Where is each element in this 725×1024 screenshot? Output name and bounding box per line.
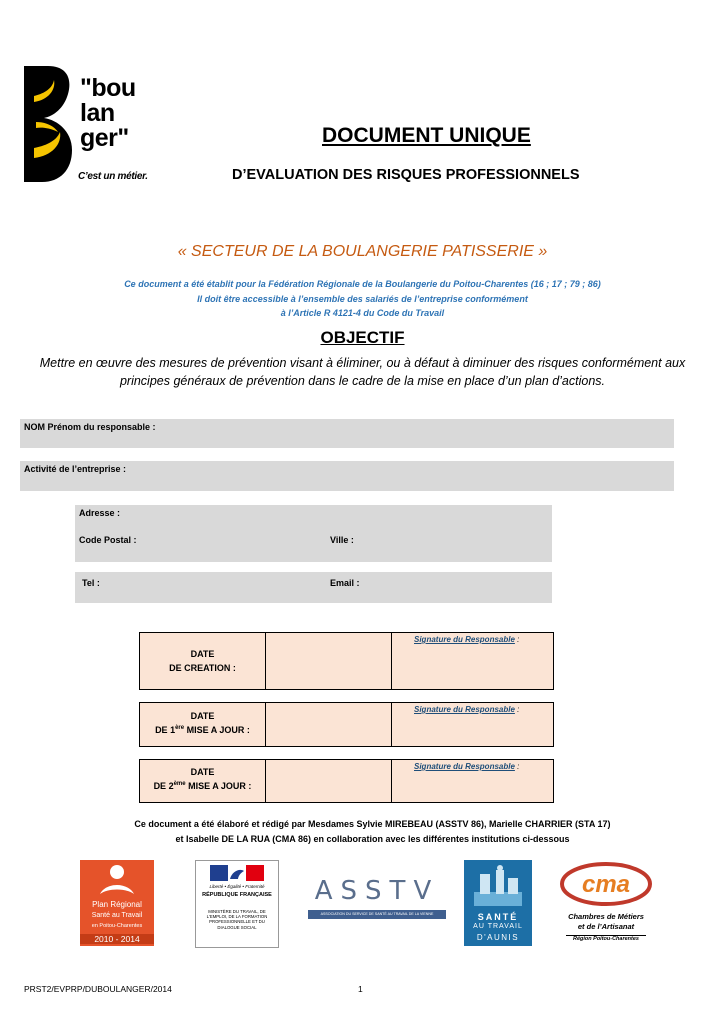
responsable-label: NOM Prénom du responsable :	[24, 422, 156, 432]
address-block[interactable]	[75, 505, 552, 562]
cma-emblem-icon	[560, 862, 652, 906]
brand-name: "bou lan ger"	[80, 74, 136, 152]
boulanger-logo	[24, 64, 154, 189]
cma-logo: cma Chambres de Métiers et de l’Artisanat Région Poitou-Charentes	[560, 862, 652, 946]
date-maj1-label: DATE DE 1ère MISE A JOUR :	[140, 703, 266, 746]
date-maj1-input[interactable]	[266, 703, 392, 746]
marianne-flag-icon	[210, 865, 264, 881]
signature-label: Signature du Responsable :	[414, 635, 520, 644]
republique-francaise-logo: Liberté • Égalité • Fraternité RÉPUBLIQUE FRANÇAISE MINISTÈRE DU TRAVAIL, DE L'EMPLOI, DE LA FORMATION PROFESSIONNELLE ET DU DIALOGUE SOCIAL	[195, 860, 279, 948]
document-title: DOCUMENT UNIQUE	[322, 124, 531, 147]
contact-block[interactable]	[75, 572, 552, 603]
date-maj2-input[interactable]	[266, 760, 392, 802]
email-label: Email :	[330, 578, 360, 588]
asstv-logo: ASSTV ASSOCIATION DU SERVICE DE SANTÉ AU TRAVAIL DE LA VIENNE	[304, 876, 450, 928]
tel-label: Tel :	[82, 578, 100, 588]
credits-text: Ce document a été élaboré et rédigé par Mesdames Sylvie MIREBEAU (ASSTV 86), Marielle CHARRIER (STA 17) et Isabelle DE LA RUA (CMA 86) en collaboration avec les différentes institutions ci-dessous	[134, 819, 611, 844]
svg-text:cma: cma	[581, 871, 631, 898]
adresse-label: Adresse :	[79, 508, 121, 518]
date-maj1-box	[139, 702, 554, 747]
date-maj2-box	[139, 759, 554, 803]
date-creation-input[interactable]	[266, 633, 392, 689]
date-creation-box	[139, 632, 554, 690]
sante-travail-aunis-logo: SANTÉ AU TRAVAIL D'AUNIS	[464, 860, 532, 946]
boulanger-b-icon	[24, 66, 74, 182]
signature-maj1-field[interactable]	[392, 703, 553, 746]
signature-maj2-field[interactable]	[392, 760, 553, 802]
document-subtitle: D’EVALUATION DES RISQUES PROFESSIONNELS	[232, 167, 580, 183]
date-creation-label: DATE DE CREATION :	[140, 633, 266, 689]
objectif-text: Mettre en œuvre des mesures de prévention visant à éliminer, ou à défaut à diminuer des risques conformément aux principes généraux de prévention dans le cadre de la mise en place d’un plan d’actions.	[39, 356, 686, 388]
activite-label: Activité de l’entreprise :	[24, 464, 127, 474]
sector-heading: « SECTEUR DE LA BOULANGERIE PATISSERIE »	[177, 243, 548, 260]
plan-regional-logo: Plan Régional Santé au Travail en Poitou-Charentes 2010 - 2014	[80, 860, 154, 946]
activite-field[interactable]	[20, 461, 674, 491]
workers-illustration-icon	[470, 864, 526, 908]
objectif-heading: OBJECTIF	[320, 328, 405, 347]
page-number: 1	[358, 984, 363, 994]
signature-label: Signature du Responsable :	[414, 705, 520, 714]
date-maj2-label: DATE DE 2ème MISE A JOUR :	[140, 760, 266, 802]
signature-label: Signature du Responsable :	[414, 762, 520, 771]
plan-person-icon	[98, 864, 136, 898]
ville-label: Ville :	[330, 535, 354, 545]
intro-text: Ce document a été établit pour la Fédération Régionale de la Boulangerie du Poitou-Charentes (16 ; 17 ; 79 ; 86) Il doit être accessible à l’ensemble des salariés de l’entreprise conformément à l’Article R 4121-4 du Code du Travail	[124, 279, 601, 318]
document-reference: PRST2/EVPRP/DUBOULANGER/2014	[24, 984, 172, 994]
brand-tagline: C’est un métier.	[78, 171, 148, 182]
responsable-field[interactable]	[20, 419, 674, 448]
code-postal-label: Code Postal :	[79, 535, 137, 545]
signature-creation-field[interactable]	[392, 633, 553, 689]
